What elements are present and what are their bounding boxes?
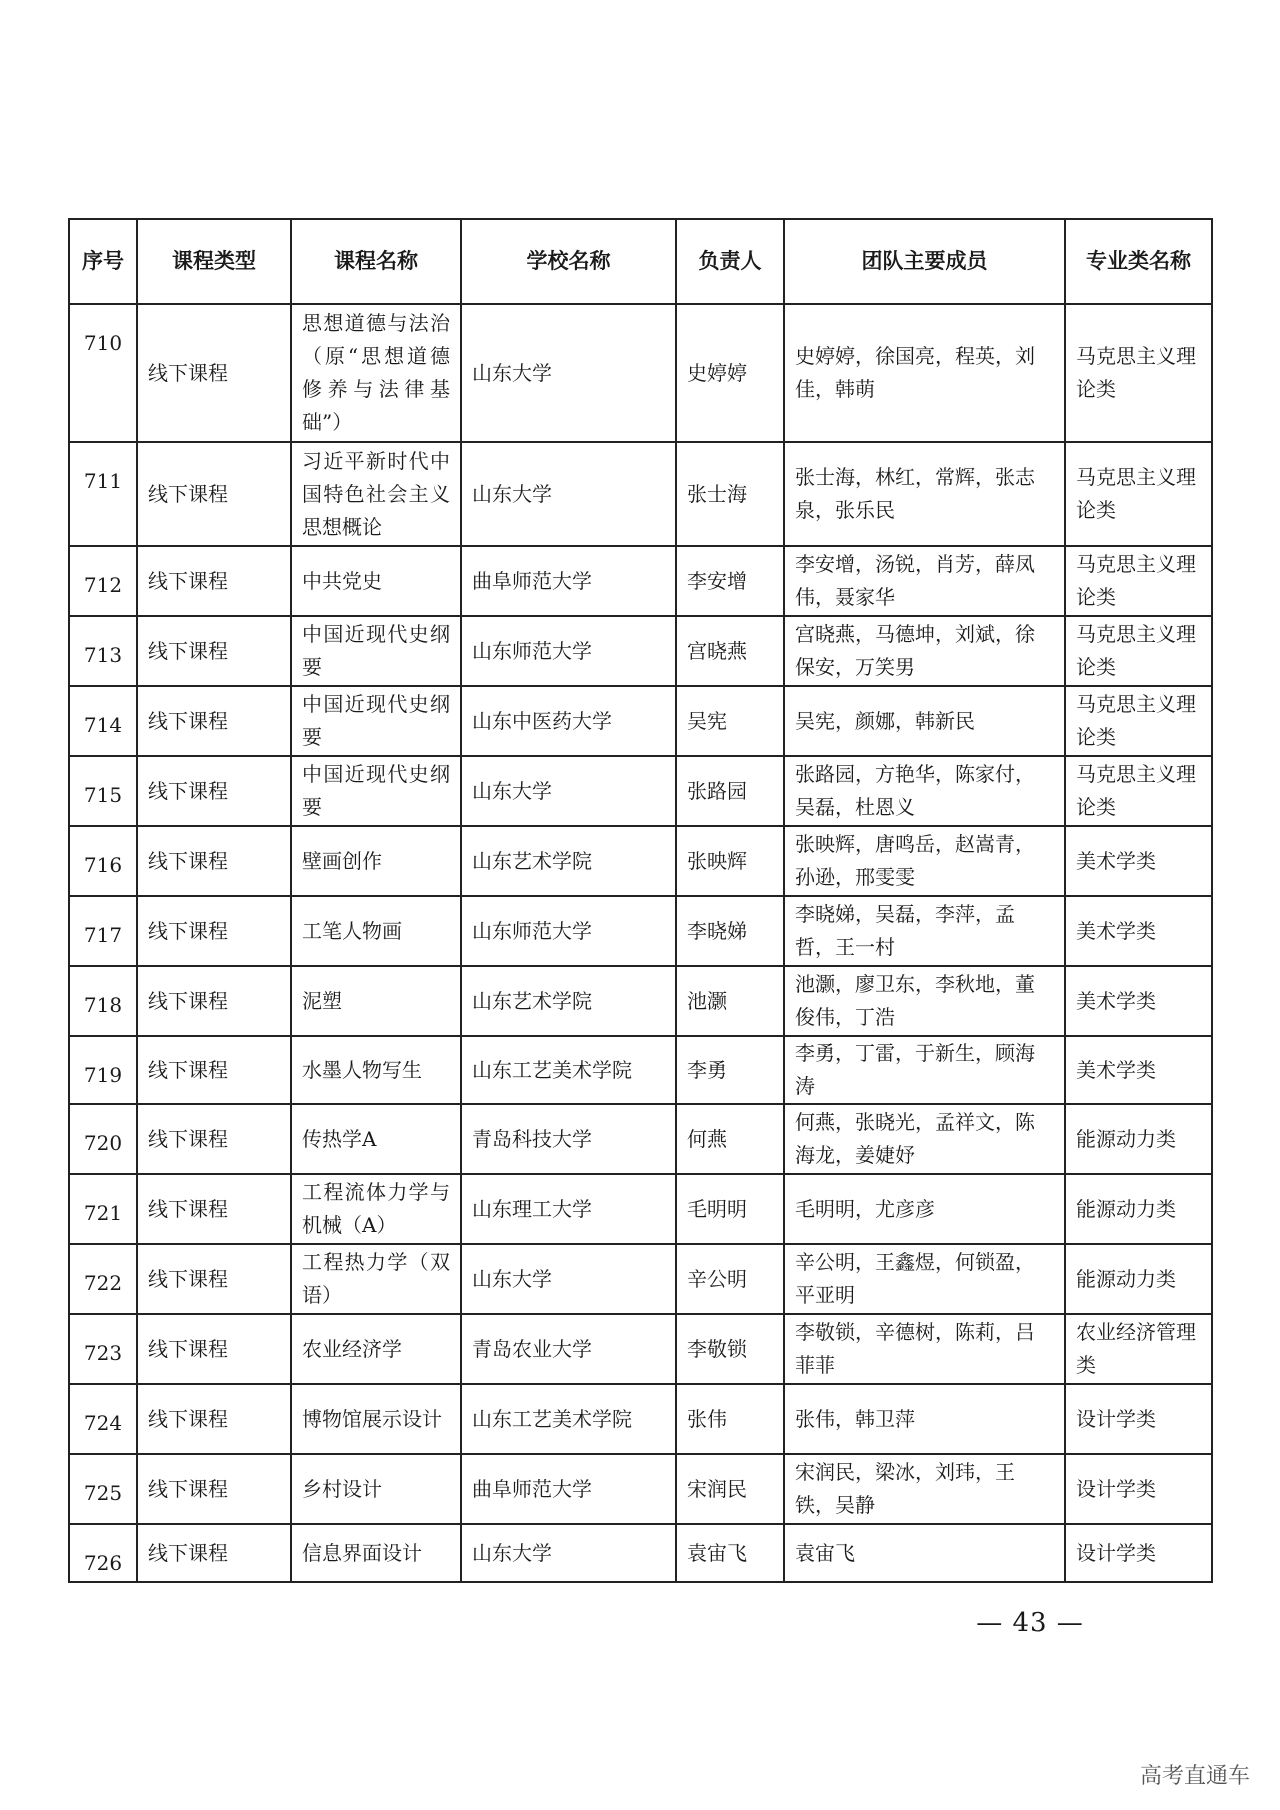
table-row bbox=[69, 1036, 1212, 1104]
team-members: 张映辉，唐鸣岳，赵嵩青，孙逊，邢雯雯 bbox=[784, 826, 1065, 896]
table-row bbox=[69, 756, 1212, 826]
category-name: 马克思主义理论类 bbox=[1065, 546, 1212, 616]
category-name: 美术学类 bbox=[1065, 826, 1212, 896]
row-index: 712 bbox=[69, 546, 137, 616]
watermark: 高考直通车 bbox=[1139, 1764, 1250, 1789]
header-index: 序号 bbox=[69, 219, 137, 304]
school-name: 山东大学 bbox=[461, 304, 676, 442]
school-name: 山东大学 bbox=[461, 756, 676, 826]
category-name: 马克思主义理论类 bbox=[1065, 686, 1212, 756]
school-name: 山东师范大学 bbox=[461, 896, 676, 966]
course-name: 工笔人物画 bbox=[291, 896, 461, 966]
category-name: 马克思主义理论类 bbox=[1065, 616, 1212, 686]
leader-name: 张路园 bbox=[676, 756, 784, 826]
table-row bbox=[69, 442, 1212, 546]
leader-name: 何燕 bbox=[676, 1104, 784, 1174]
course-name: 中国近现代史纲要 bbox=[291, 616, 461, 686]
team-members: 张士海，林红，常辉，张志泉，张乐民 bbox=[784, 442, 1065, 546]
school-name: 曲阜师范大学 bbox=[461, 1454, 676, 1524]
table-row bbox=[69, 1524, 1212, 1582]
row-index: 715 bbox=[69, 756, 137, 826]
table-row bbox=[69, 1454, 1212, 1524]
course-type: 线下课程 bbox=[137, 304, 291, 442]
course-name: 思想道德与法治（原“思想道德修养与法律基础”） bbox=[291, 304, 461, 442]
leader-name: 史婷婷 bbox=[676, 304, 784, 442]
team-members: 何燕，张晓光，孟祥文，陈海龙，姜婕妤 bbox=[784, 1104, 1065, 1174]
leader-name: 张伟 bbox=[676, 1384, 784, 1454]
course-name: 中国近现代史纲要 bbox=[291, 756, 461, 826]
course-type: 线下课程 bbox=[137, 896, 291, 966]
course-type: 线下课程 bbox=[137, 1524, 291, 1582]
category-name: 农业经济管理类 bbox=[1065, 1314, 1212, 1384]
leader-name: 辛公明 bbox=[676, 1244, 784, 1314]
header-leader: 负责人 bbox=[676, 219, 784, 304]
course-type: 线下课程 bbox=[137, 1384, 291, 1454]
course-name: 中共党史 bbox=[291, 546, 461, 616]
category-name: 设计学类 bbox=[1065, 1384, 1212, 1454]
school-name: 青岛科技大学 bbox=[461, 1104, 676, 1174]
course-type: 线下课程 bbox=[137, 546, 291, 616]
school-name: 青岛农业大学 bbox=[461, 1314, 676, 1384]
course-type: 线下课程 bbox=[137, 966, 291, 1036]
school-name: 山东工艺美术学院 bbox=[461, 1036, 676, 1104]
course-type: 线下课程 bbox=[137, 1454, 291, 1524]
school-name: 山东工艺美术学院 bbox=[461, 1384, 676, 1454]
leader-name: 池灏 bbox=[676, 966, 784, 1036]
school-name: 山东大学 bbox=[461, 1524, 676, 1582]
team-members: 辛公明，王鑫煜，何锁盈，平亚明 bbox=[784, 1244, 1065, 1314]
course-type: 线下课程 bbox=[137, 826, 291, 896]
team-members: 宫晓燕，马德坤，刘斌，徐保安，万笑男 bbox=[784, 616, 1065, 686]
course-name: 信息界面设计 bbox=[291, 1524, 461, 1582]
category-name: 美术学类 bbox=[1065, 966, 1212, 1036]
team-members: 毛明明，尤彦彦 bbox=[784, 1174, 1065, 1244]
team-members: 宋润民，梁冰，刘玮，王铁，吴静 bbox=[784, 1454, 1065, 1524]
course-table bbox=[68, 218, 1213, 1583]
header-row bbox=[69, 219, 1212, 304]
table-row bbox=[69, 686, 1212, 756]
course-type: 线下课程 bbox=[137, 1174, 291, 1244]
course-name: 博物馆展示设计 bbox=[291, 1384, 461, 1454]
table-row bbox=[69, 1314, 1212, 1384]
course-name: 壁画创作 bbox=[291, 826, 461, 896]
table-row bbox=[69, 1174, 1212, 1244]
leader-name: 李安增 bbox=[676, 546, 784, 616]
table-row bbox=[69, 304, 1212, 442]
table-row bbox=[69, 616, 1212, 686]
table-row bbox=[69, 826, 1212, 896]
team-members: 李勇，丁雷，于新生，顾海涛 bbox=[784, 1036, 1065, 1104]
table-row bbox=[69, 1104, 1212, 1174]
team-members: 李敬锁，辛德树，陈莉，吕菲菲 bbox=[784, 1314, 1065, 1384]
team-members: 李晓娣，吴磊，李萍，孟哲，王一村 bbox=[784, 896, 1065, 966]
leader-name: 毛明明 bbox=[676, 1174, 784, 1244]
course-name: 习近平新时代中国特色社会主义思想概论 bbox=[291, 442, 461, 546]
course-name: 工程热力学（双语） bbox=[291, 1244, 461, 1314]
course-name: 传热学A bbox=[291, 1104, 461, 1174]
course-name: 水墨人物写生 bbox=[291, 1036, 461, 1104]
leader-name: 袁宙飞 bbox=[676, 1524, 784, 1582]
team-members: 池灏，廖卫东，李秋地，董俊伟，丁浩 bbox=[784, 966, 1065, 1036]
course-name: 泥塑 bbox=[291, 966, 461, 1036]
category-name: 马克思主义理论类 bbox=[1065, 756, 1212, 826]
row-index: 720 bbox=[69, 1104, 137, 1174]
row-index: 717 bbox=[69, 896, 137, 966]
category-name: 能源动力类 bbox=[1065, 1244, 1212, 1314]
row-index: 718 bbox=[69, 966, 137, 1036]
course-type: 线下课程 bbox=[137, 442, 291, 546]
course-type: 线下课程 bbox=[137, 1314, 291, 1384]
course-type: 线下课程 bbox=[137, 1036, 291, 1104]
row-index: 726 bbox=[69, 1524, 137, 1582]
school-name: 山东大学 bbox=[461, 442, 676, 546]
header-category: 专业类名称 bbox=[1065, 219, 1212, 304]
course-type: 线下课程 bbox=[137, 756, 291, 826]
category-name: 美术学类 bbox=[1065, 1036, 1212, 1104]
leader-name: 李敬锁 bbox=[676, 1314, 784, 1384]
category-name: 设计学类 bbox=[1065, 1524, 1212, 1582]
table-row bbox=[69, 546, 1212, 616]
category-name: 设计学类 bbox=[1065, 1454, 1212, 1524]
school-name: 曲阜师范大学 bbox=[461, 546, 676, 616]
row-index: 713 bbox=[69, 616, 137, 686]
row-index: 722 bbox=[69, 1244, 137, 1314]
leader-name: 宫晓燕 bbox=[676, 616, 784, 686]
school-name: 山东艺术学院 bbox=[461, 826, 676, 896]
table-row bbox=[69, 896, 1212, 966]
row-index: 723 bbox=[69, 1314, 137, 1384]
row-index: 724 bbox=[69, 1384, 137, 1454]
row-index: 714 bbox=[69, 686, 137, 756]
school-name: 山东大学 bbox=[461, 1244, 676, 1314]
school-name: 山东艺术学院 bbox=[461, 966, 676, 1036]
leader-name: 吴宪 bbox=[676, 686, 784, 756]
leader-name: 张士海 bbox=[676, 442, 784, 546]
row-index: 719 bbox=[69, 1036, 137, 1104]
course-type: 线下课程 bbox=[137, 686, 291, 756]
course-name: 乡村设计 bbox=[291, 1454, 461, 1524]
category-name: 马克思主义理论类 bbox=[1065, 442, 1212, 546]
page-number: — 43 — bbox=[976, 1608, 1084, 1638]
course-name: 中国近现代史纲要 bbox=[291, 686, 461, 756]
leader-name: 李勇 bbox=[676, 1036, 784, 1104]
category-name: 能源动力类 bbox=[1065, 1104, 1212, 1174]
team-members: 吴宪，颜娜，韩新民 bbox=[784, 686, 1065, 756]
row-index: 716 bbox=[69, 826, 137, 896]
leader-name: 李晓娣 bbox=[676, 896, 784, 966]
header-course-type: 课程类型 bbox=[137, 219, 291, 304]
table-row bbox=[69, 1384, 1212, 1454]
category-name: 马克思主义理论类 bbox=[1065, 304, 1212, 442]
course-type: 线下课程 bbox=[137, 1104, 291, 1174]
row-index: 711 bbox=[69, 442, 137, 546]
school-name: 山东师范大学 bbox=[461, 616, 676, 686]
table-row bbox=[69, 966, 1212, 1036]
category-name: 美术学类 bbox=[1065, 896, 1212, 966]
row-index: 710 bbox=[69, 304, 137, 442]
category-name: 能源动力类 bbox=[1065, 1174, 1212, 1244]
table-header bbox=[69, 219, 1212, 304]
school-name: 山东理工大学 bbox=[461, 1174, 676, 1244]
header-members: 团队主要成员 bbox=[784, 219, 1065, 304]
table-row bbox=[69, 1244, 1212, 1314]
course-type: 线下课程 bbox=[137, 1244, 291, 1314]
course-name: 工程流体力学与机械（A） bbox=[291, 1174, 461, 1244]
row-index: 721 bbox=[69, 1174, 137, 1244]
course-name: 农业经济学 bbox=[291, 1314, 461, 1384]
row-index: 725 bbox=[69, 1454, 137, 1524]
header-course-name: 课程名称 bbox=[291, 219, 461, 304]
table-body bbox=[69, 304, 1212, 1582]
team-members: 张伟，韩卫萍 bbox=[784, 1384, 1065, 1454]
team-members: 史婷婷，徐国亮，程英，刘佳，韩萌 bbox=[784, 304, 1065, 442]
team-members: 李安增，汤锐，肖芳，薛凤伟，聂家华 bbox=[784, 546, 1065, 616]
leader-name: 张映辉 bbox=[676, 826, 784, 896]
course-type: 线下课程 bbox=[137, 616, 291, 686]
team-members: 张路园，方艳华，陈家付，吴磊，杜恩义 bbox=[784, 756, 1065, 826]
header-school: 学校名称 bbox=[461, 219, 676, 304]
school-name: 山东中医药大学 bbox=[461, 686, 676, 756]
leader-name: 宋润民 bbox=[676, 1454, 784, 1524]
team-members: 袁宙飞 bbox=[784, 1524, 1065, 1582]
